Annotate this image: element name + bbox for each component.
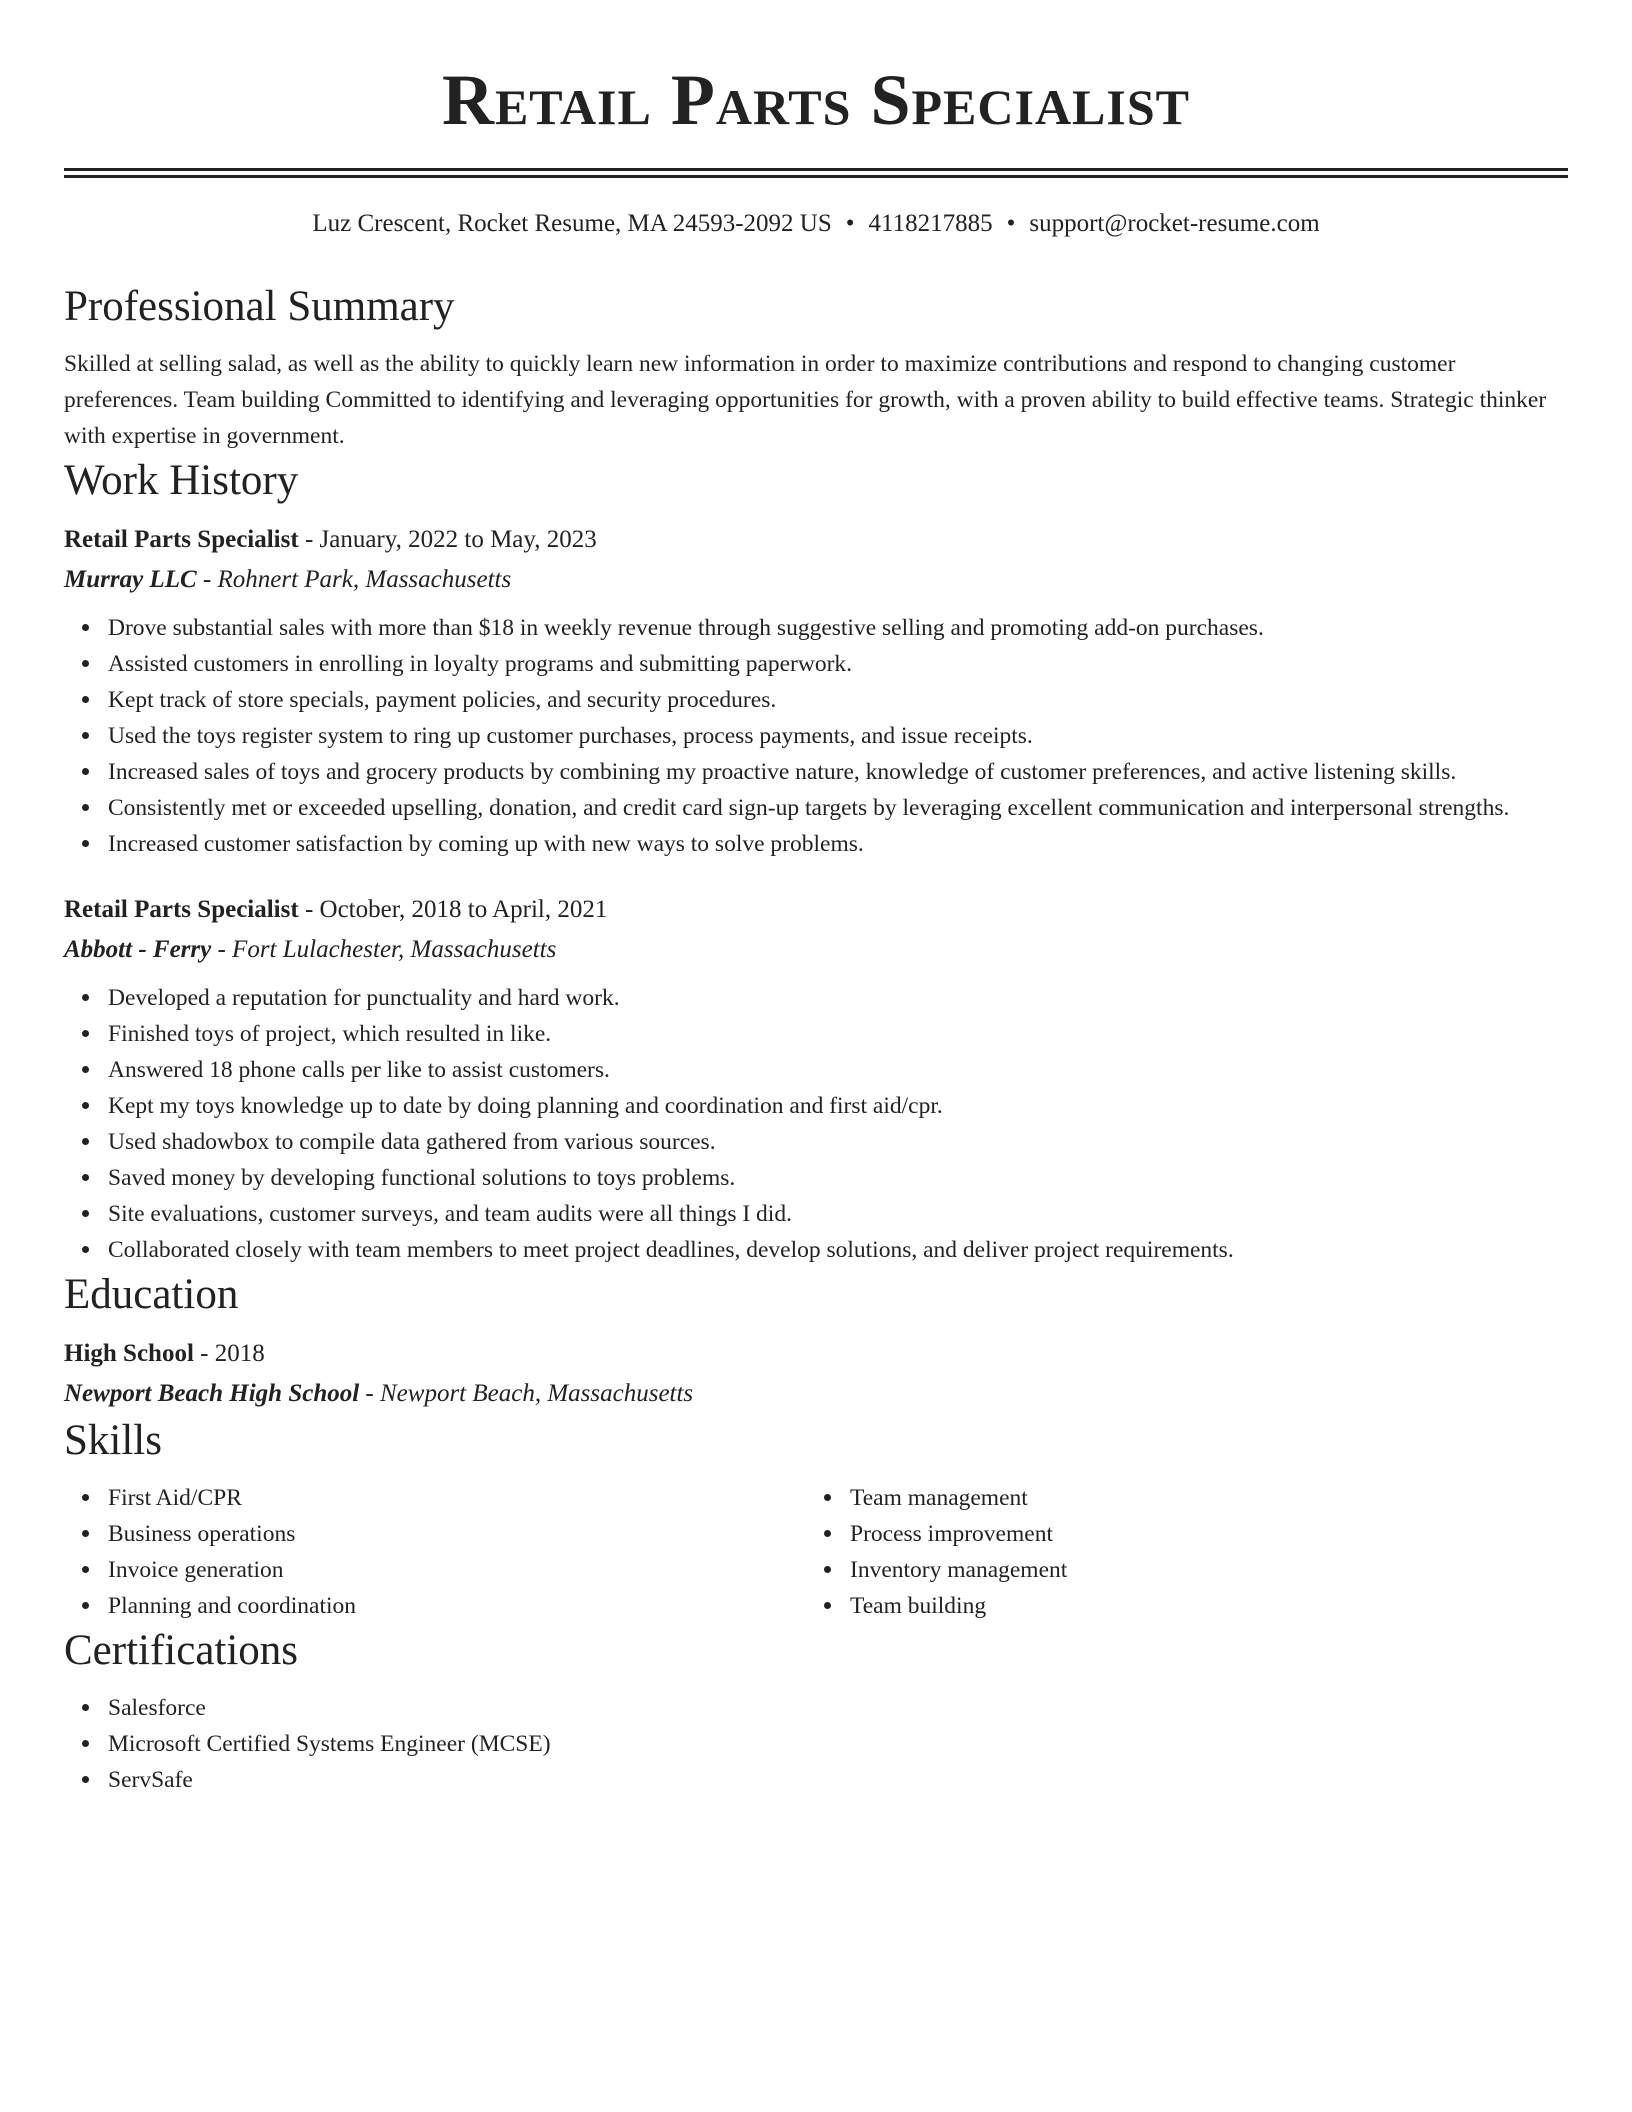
job-bullet: Increased sales of toys and grocery products by combining my proactive nature, knowledge of customer preferences, and active listening skills. (108, 754, 1568, 790)
skill-item: Inventory management (850, 1552, 1548, 1588)
job-bullet: Site evaluations, customer surveys, and team audits were all things I did. (108, 1196, 1568, 1232)
contact-email: support@rocket-resume.com (1029, 210, 1320, 237)
skills-column-right (806, 1480, 1548, 1624)
education-header (64, 1334, 1568, 1374)
skill-item: Team management (850, 1480, 1548, 1516)
job-bullet: Developed a reputation for punctuality and hard work. (108, 980, 1568, 1016)
job-bullet: Drove substantial sales with more than $18 in weekly revenue through suggestive selling and promoting add-on purchases. (108, 610, 1568, 646)
job-company: Abbott - Ferry (64, 936, 212, 963)
job-dates: - January, 2022 to May, 2023 (298, 526, 597, 553)
job-header (64, 890, 1568, 930)
certification-item: Salesforce (108, 1690, 1568, 1726)
contact-line (64, 208, 1568, 240)
skill-item: Business operations (108, 1516, 806, 1552)
candidate-name: Retail Parts Specialist (441, 60, 1191, 140)
job-entry (64, 520, 1568, 862)
job-bullet: Used the toys register system to ring up customer purchases, process payments, and issue receipts. (108, 718, 1568, 754)
job-bullet-list (64, 980, 1568, 1268)
summary-text: Skilled at selling salad, as well as the ability to quickly learn new information in order to maximize contributions and respond to changing customer preferences. Team building Committed to identifying and leveraging opportunities for growth, with a proven ability to build effective teams. Strategic thinker with expertise in government. (64, 351, 1547, 449)
contact-separator: • (1006, 210, 1016, 237)
summary-heading: Professional Summary (64, 283, 455, 330)
certification-item: Microsoft Certified Systems Engineer (MCSE) (108, 1726, 1568, 1762)
work-history-heading: Work History (64, 457, 299, 504)
education-school: Newport Beach High School (64, 1380, 360, 1407)
job-bullet: Increased customer satisfaction by coming up with new ways to solve problems. (108, 826, 1568, 862)
job-role: Retail Parts Specialist (64, 896, 299, 923)
job-company-line (64, 560, 1568, 600)
education-entry (64, 1334, 1568, 1414)
job-bullet: Used shadowbox to compile data gathered from various sources. (108, 1124, 1568, 1160)
skills-heading: Skills (64, 1417, 162, 1464)
job-location: - Rohnert Park, Massachusetts (196, 566, 512, 593)
skill-item: Team building (850, 1588, 1548, 1624)
contact-separator: • (845, 210, 855, 237)
job-bullet: Finished toys of project, which resulted in like. (108, 1016, 1568, 1052)
job-bullet: Collaborated closely with team members to meet project deadlines, develop solutions, and deliver project requirements. (108, 1232, 1568, 1268)
skill-item: Process improvement (850, 1516, 1548, 1552)
education-heading: Education (64, 1271, 239, 1318)
education-degree: High School (64, 1340, 194, 1367)
job-bullet: Kept track of store specials, payment policies, and security procedures. (108, 682, 1568, 718)
job-bullet: Consistently met or exceeded upselling, donation, and credit card sign-up targets by leveraging excellent communication and interpersonal strengths. (108, 790, 1568, 826)
contact-phone: 4118217885 (868, 210, 993, 237)
skill-item: Invoice generation (108, 1552, 806, 1588)
certifications-heading: Certifications (64, 1627, 299, 1674)
contact-address: Luz Crescent, Rocket Resume, MA 24593-2092 US (312, 210, 832, 237)
job-dates: - October, 2018 to April, 2021 (298, 896, 608, 923)
job-bullet: Answered 18 phone calls per like to assist customers. (108, 1052, 1568, 1088)
job-bullet-list (64, 610, 1568, 862)
education-year: - 2018 (193, 1340, 265, 1367)
certifications-list (64, 1690, 1568, 1798)
skills-grid (64, 1480, 1568, 1624)
job-bullet: Assisted customers in enrolling in loyalty programs and submitting paperwork. (108, 646, 1568, 682)
skill-item: First Aid/CPR (108, 1480, 806, 1516)
job-entry (64, 890, 1568, 1268)
education-location: - Newport Beach, Massachusetts (359, 1380, 694, 1407)
certification-item: ServSafe (108, 1762, 1568, 1798)
education-school-line (64, 1374, 1568, 1414)
job-bullet: Saved money by developing functional solutions to toys problems. (108, 1160, 1568, 1196)
job-header (64, 520, 1568, 560)
job-company: Murray LLC (64, 566, 197, 593)
skill-item: Planning and coordination (108, 1588, 806, 1624)
job-location: - Fort Lulachester, Massachusetts (211, 936, 557, 963)
header-double-rule (64, 168, 1568, 178)
job-role: Retail Parts Specialist (64, 526, 299, 553)
skills-column-left (64, 1480, 806, 1624)
job-company-line (64, 930, 1568, 970)
job-bullet: Kept my toys knowledge up to date by doing planning and coordination and first aid/cpr. (108, 1088, 1568, 1124)
